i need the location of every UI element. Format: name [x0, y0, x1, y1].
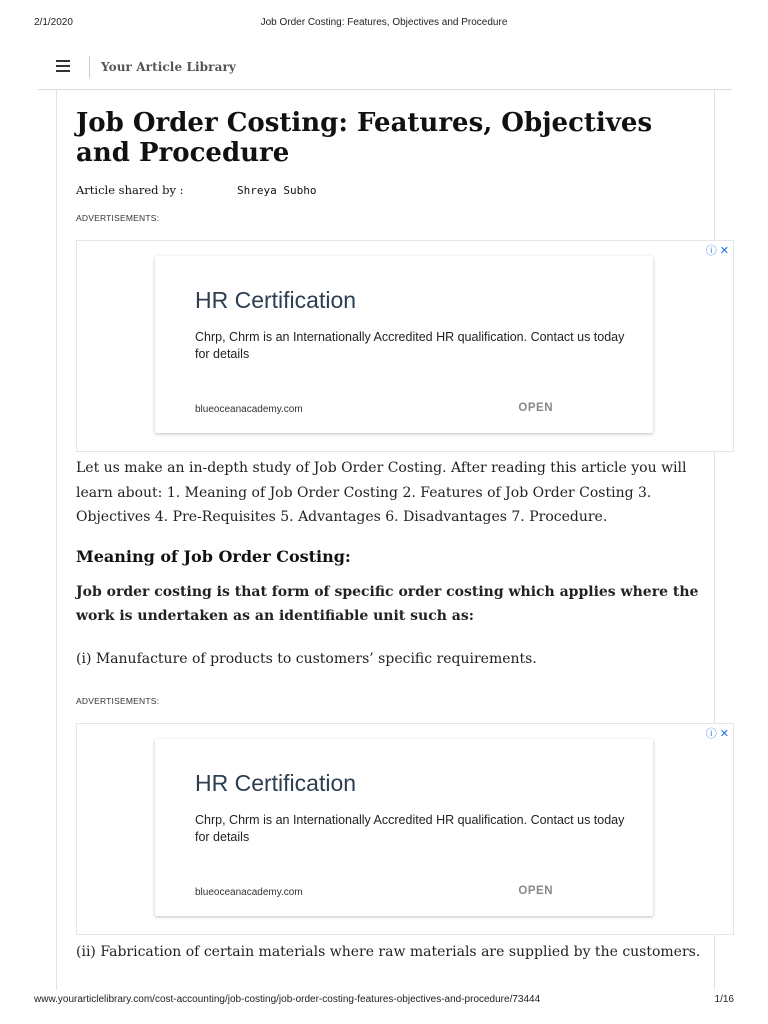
ad-url: blueoceanacademy.com: [195, 887, 303, 898]
ad-open-button[interactable]: OPEN: [518, 402, 553, 414]
list-item-2: (ii) Fabrication of certain materials where raw materials are supplied by the customers.: [76, 944, 701, 960]
ad-url: blueoceanacademy.com: [195, 404, 303, 415]
ads-label-2: ADVERTISEMENTS:: [76, 696, 160, 706]
print-header: [0, 17, 768, 31]
header-divider: [89, 56, 90, 78]
hamburger-icon[interactable]: [56, 60, 70, 72]
site-logo-title[interactable]: Your Article Library: [101, 60, 236, 74]
ad-headline: HR Certification: [195, 770, 357, 796]
list-item-1: (i) Manufacture of products to customers’ specific requirements.: [76, 651, 537, 667]
intro-paragraph: Let us make an in-depth study of Job Order Costing. After reading this article you will learn about: 1. Meaning of Job Order Costing 2. Features of Job Order Costing 3. Objectives 4. Pre-Requisites 5. Advantages 6. Disadvantages 7. Procedure.: [76, 460, 687, 525]
definition-paragraph: Job order costing is that form of specific order costing which applies where the work is undertaken as an identifiable unit such as:: [76, 584, 699, 624]
print-url: www.yourarticlelibrary.com/cost-accounting/job-costing/job-order-costing-features-objectives-and-procedure/73444: [34, 994, 541, 1005]
section-heading: Meaning of Job Order Costing:: [76, 547, 351, 566]
print-footer: [0, 994, 768, 1008]
ad-card[interactable]: [155, 256, 653, 433]
ad-choices-icon[interactable]: ⓘ ✕: [705, 245, 729, 257]
ad-frame: [76, 240, 734, 452]
ad-description: Chrp, Chrm is an Internationally Accredited HR qualification. Contact us today for details: [195, 330, 625, 361]
ad-frame-2: [76, 723, 734, 935]
author-name[interactable]: Shreya Subho: [237, 184, 317, 197]
ads-label: ADVERTISEMENTS:: [76, 213, 160, 223]
print-date: 2/1/2020: [34, 17, 73, 28]
site-header: [0, 52, 768, 88]
print-page-title: Job Order Costing: Features, Objectives and Procedure: [260, 17, 508, 28]
ad-description: Chrp, Chrm is an Internationally Accredited HR qualification. Contact us today for details: [195, 813, 625, 844]
byline-label: Article shared by :: [76, 183, 184, 197]
ad-headline: HR Certification: [195, 287, 357, 313]
ad-card-2[interactable]: [155, 739, 653, 916]
article-title: Job Order Costing: Features, Objectives and Procedure: [76, 108, 653, 168]
ad-choices-icon[interactable]: ⓘ ✕: [705, 728, 729, 740]
print-page-number: 1/16: [714, 994, 734, 1005]
ad-open-button[interactable]: OPEN: [518, 885, 553, 897]
